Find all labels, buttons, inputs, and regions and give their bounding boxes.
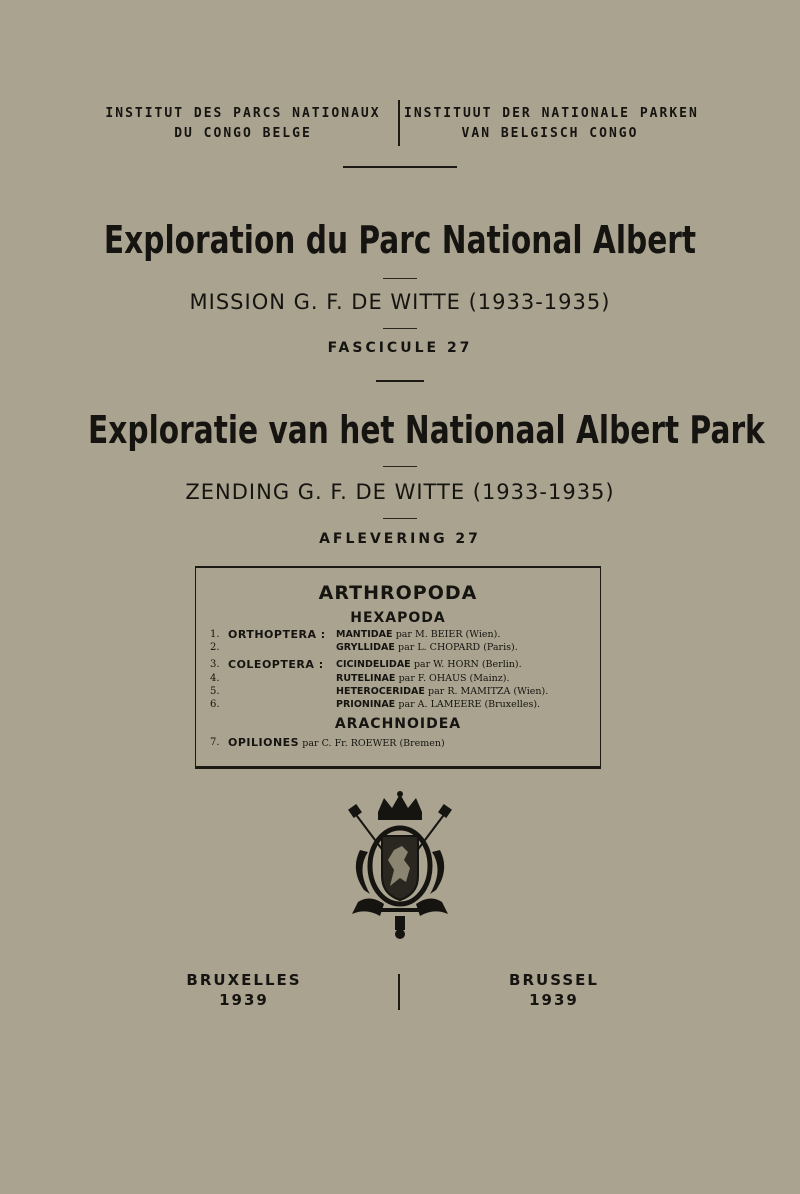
item-family: CICINDELIDAE bbox=[336, 659, 411, 670]
footer-divider bbox=[398, 974, 400, 1010]
item-number: 5. bbox=[210, 686, 220, 697]
footer-right bbox=[484, 970, 624, 1010]
belgian-coat-of-arms-icon bbox=[340, 790, 460, 940]
item-author: par R. MAMITZA (Wien). bbox=[428, 686, 549, 697]
divider-short bbox=[383, 278, 417, 279]
item-number: 3. bbox=[210, 659, 220, 670]
divider-short bbox=[383, 466, 417, 467]
header-divider bbox=[398, 100, 400, 146]
item-author: par F. OHAUS (Mainz). bbox=[398, 673, 510, 684]
item-order: COLEOPTERA : bbox=[228, 658, 324, 671]
divider-short bbox=[383, 518, 417, 519]
item-family: PRIONINAE bbox=[336, 699, 396, 710]
header-left-line2: DU CONGO BELGE bbox=[174, 126, 312, 141]
item-number: 4. bbox=[210, 673, 220, 684]
item-author: par L. CHOPARD (Paris). bbox=[398, 642, 518, 653]
header-left-line1: INSTITUT DES PARCS NATIONAUX bbox=[105, 106, 381, 121]
contents-heading: ARTHROPODA bbox=[318, 582, 478, 604]
dutch-fascicule: AFLEVERING 27 bbox=[319, 531, 481, 547]
item-author: par W. HORN (Berlin). bbox=[413, 659, 522, 670]
item-number: 1. bbox=[210, 629, 220, 640]
item-family: GRYLLIDAE bbox=[336, 642, 395, 653]
item-family: RUTELINAE bbox=[336, 673, 396, 684]
french-fascicule: FASCICULE 27 bbox=[327, 340, 473, 356]
item-order: OPILIONES bbox=[228, 736, 300, 749]
item-author: par C. Fr. ROEWER (Bremen) bbox=[302, 738, 445, 749]
contents-sub2: ARACHNOIDEA bbox=[334, 716, 462, 732]
item-number: 7. bbox=[210, 737, 220, 748]
header-right bbox=[404, 104, 699, 144]
footer-left bbox=[174, 970, 314, 1010]
french-mission: MISSION G. F. DE WITTE (1933-1935) bbox=[189, 290, 611, 314]
contents-sub1: HEXAPODA bbox=[350, 610, 446, 626]
header-right-line2: VAN BELGISCH CONGO bbox=[461, 126, 639, 141]
divider-short bbox=[383, 328, 417, 329]
footer-right-city: BRUSSEL bbox=[509, 971, 599, 989]
item-author: par A. LAMEERE (Bruxelles). bbox=[398, 699, 541, 710]
item-order: ORTHOPTERA : bbox=[228, 628, 326, 641]
header-rule bbox=[343, 166, 457, 168]
item-number: 2. bbox=[210, 642, 220, 653]
item-author: par M. BEIER (Wien). bbox=[395, 629, 501, 640]
header-left bbox=[98, 104, 388, 144]
item-family: HETEROCERIDAE bbox=[336, 686, 425, 697]
dutch-mission: ZENDING G. F. DE WITTE (1933-1935) bbox=[185, 480, 615, 504]
contents-box bbox=[195, 566, 601, 769]
footer-left-city: BRUXELLES bbox=[186, 971, 302, 989]
section-rule bbox=[376, 380, 424, 382]
item-family: MANTIDAE bbox=[336, 629, 393, 640]
dutch-title: Exploratie van het Nationaal Albert Park bbox=[88, 408, 765, 452]
header-right-line1: INSTITUUT DER NATIONALE PARKEN bbox=[404, 106, 699, 121]
footer-left-year: 1939 bbox=[219, 991, 269, 1009]
footer-right-year: 1939 bbox=[529, 991, 579, 1009]
item-number: 6. bbox=[210, 699, 220, 710]
french-title: Exploration du Parc National Albert bbox=[103, 218, 697, 262]
